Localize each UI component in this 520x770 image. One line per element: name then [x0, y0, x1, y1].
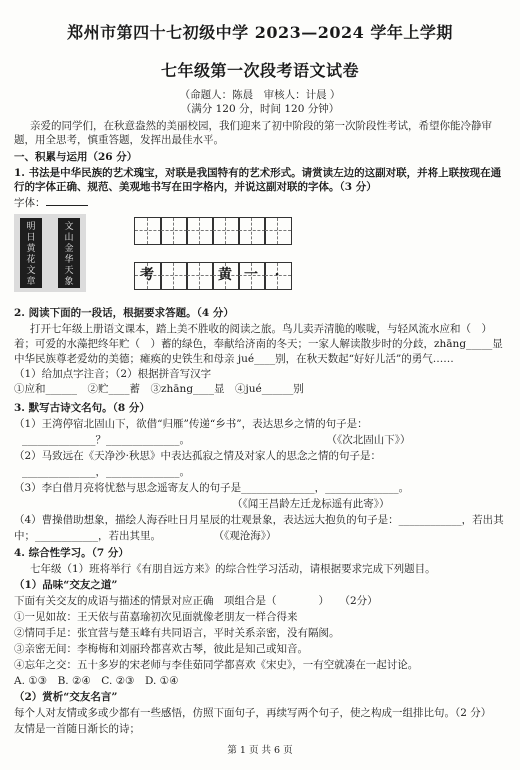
- q1-font-label: 字体：: [14, 197, 46, 209]
- q2-passage-line-3: 中华民族尊老爱幼的美德；瘫痪的史铁生和母亲 jué____别，在秋天数起“好好儿活”的勇气……: [14, 353, 454, 365]
- q4-intro: 七年级（1）班将举行《有朋自远方来》的综合性学习活动，请根据要求完成下列题目。: [30, 563, 436, 575]
- grid-handwritten-char: ·: [274, 267, 280, 283]
- q3-item-4-cont[interactable]: 中；____________，若出其里。 （《观沧海》）: [14, 530, 277, 542]
- intro-line-1: 亲爱的同学们，在秋意盎然的美丽校园，我们迎来了初中阶段的第一次阶段性考试，希望你能冷静审: [30, 120, 492, 132]
- svg-text:黄: 黄: [26, 244, 36, 254]
- q3-item-3[interactable]: （3）李白借月亮将忧愁与思念遥寄友人的句子是______________，______________。: [14, 482, 410, 494]
- section-1-heading: 一、积累与运用（26 分）: [14, 151, 138, 163]
- svg-text:象: 象: [64, 277, 74, 287]
- page-number: 第 1 页 共 6 页: [227, 745, 293, 756]
- q4-part-2-question: 每个人对友情或多或少都有一些感悟，仿照下面句子，再续写两个句子，使之构成一组排比句。（2 分）: [14, 707, 492, 719]
- q3-item-2-blanks[interactable]: ______________，______________。: [22, 466, 190, 478]
- exam-subtitle: 七年级第一次段考语文试卷: [160, 61, 359, 80]
- grid-cell[interactable]: [264, 217, 292, 245]
- q4-option-4: ④忘年之交：五十多岁的宋老师与李佳茹同学都喜欢《宋史》，一有空就凑在一起讨论。: [14, 659, 419, 671]
- q2-instructions: （1）给加点字注音；（2）根据拼音写汉字: [14, 368, 212, 380]
- grid-cell[interactable]: [134, 217, 162, 245]
- q4-part-1-heading: （1）品味“交友之道”: [14, 579, 118, 591]
- svg-text:山: 山: [64, 233, 74, 243]
- grid-cell[interactable]: [160, 217, 188, 245]
- svg-text:章: 章: [26, 277, 36, 287]
- exam-title: 郑州市第四十七初级中学 2023—2024 学年上学期: [67, 23, 453, 42]
- q4-option-2: ②情同手足：张宜营与楚玉峰有共同语言，平时关系亲密，没有隔阂。: [14, 627, 340, 639]
- q4-part-1-question: 下面有关交友的成语与描述的情景对应正确 项组合是（ ） （2分）: [14, 595, 378, 607]
- grid-cell[interactable]: [212, 217, 240, 245]
- q4-heading: 4. 综合性学习。（7 分）: [14, 547, 129, 559]
- grid-handwritten-char: 一: [244, 267, 258, 283]
- svg-text:文: 文: [26, 266, 36, 276]
- grid-cell[interactable]: [160, 262, 188, 290]
- q1-line-2: 行的字体正确、规范、美观地书写在田字格内，并说这副对联的字体。（3 分）: [14, 181, 377, 193]
- svg-text:花: 花: [26, 255, 36, 265]
- grid-cell[interactable]: [186, 262, 214, 290]
- q2-passage-line-2: 着；可爱的水藻把终年贮（ ）蓄的绿色，奉献给济南的冬天；一家人解读散步时的分歧，zhāng_____显: [14, 338, 503, 350]
- grid-handwritten-char: 黄: [218, 267, 232, 283]
- exam-setters: （命题人：陈晨 审核人：计晨 ）: [179, 89, 341, 101]
- q3-item-2: （2）马致远在《天净沙·秋思》中表达孤寂之情及对家人的思念之情的句子是：: [14, 450, 382, 462]
- q4-part-2-example: 友情是一首随日渐长的诗；: [14, 723, 140, 735]
- q3-heading: 3. 默写古诗文名句。（8 分）: [14, 402, 150, 414]
- q3-item-3-source: （《闻王昌龄左迁龙标遥有此寄》）: [232, 498, 390, 510]
- svg-text:华: 华: [64, 255, 74, 265]
- grid-cell[interactable]: [238, 217, 266, 245]
- svg-text:明: 明: [26, 222, 36, 232]
- grid-handwritten-char: 考: [140, 267, 154, 283]
- grid-cell[interactable]: [186, 217, 214, 245]
- svg-text:日: 日: [26, 233, 36, 243]
- q4-choices[interactable]: A. ①③ B. ②④ C. ②③ D. ①④: [14, 675, 179, 687]
- couplet-calligraphy-image: [14, 214, 86, 292]
- q1-font-answer: [14, 196, 88, 210]
- q1-font-blank[interactable]: [46, 205, 88, 206]
- q3-item-1: （1）王湾停宿北固山下，欲借“归雁”传递“乡书”，表达思乡之情的句子是：: [14, 418, 368, 430]
- q4-option-1: ①一见如故：王天依与苗嘉瑜初次见面就像老朋友一样合得来: [14, 611, 298, 623]
- intro-line-2: 题，用全思考，慎重答题，发挥出最佳水平。: [14, 134, 224, 146]
- tianzige-writing-grid[interactable]: [120, 212, 315, 296]
- q4-part-2-heading: （2）赏析“交友名言”: [14, 691, 118, 703]
- svg-text:文: 文: [64, 222, 74, 232]
- q3-item-4[interactable]: （4）曹操借助想象，描绘人海吞吐日月星辰的壮观景象，表达远大抱负的句子是：____________，若出其: [14, 514, 504, 526]
- q2-answer-blanks[interactable]: ①应和______ ②贮____蓄 ③zhāng____显 ④jué______别: [14, 383, 304, 395]
- svg-text:天: 天: [64, 266, 74, 276]
- q4-option-3: ③亲密无间：李梅梅和刘丽玲都喜欢古琴，彼此是知己或知音。: [14, 643, 308, 655]
- exam-scoring: （满分 120 分，时间 120 分钟）: [180, 103, 340, 115]
- q2-heading: 2. 阅读下面的一段话，根据要求答题。（4 分）: [14, 307, 234, 319]
- q1-line-1: 1. 书法是中华民族的艺术瑰宝，对联是我国特有的艺术形式。请赏读左边的这副对联，并将上联按现在通: [14, 167, 502, 179]
- svg-text:金: 金: [64, 244, 74, 254]
- q2-passage-line-1: 打开七年级上册语文课本，踏上美不胜收的阅读之旅。鸟儿卖弄清脆的喉咙，与轻风流水应和（ ）: [30, 323, 492, 335]
- q3-item-1-blanks[interactable]: ______________？______________。 （《次北固山下》）: [22, 434, 411, 446]
